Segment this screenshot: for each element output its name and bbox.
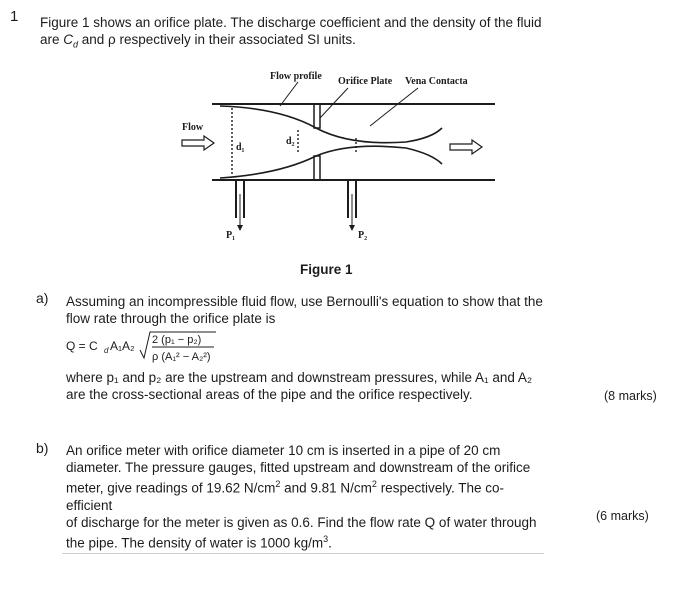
part-b-label: b) xyxy=(36,440,49,456)
p2-arrowhead-icon xyxy=(349,225,355,231)
d1-label: d₁ xyxy=(236,142,245,153)
orifice-plate-bottom xyxy=(314,156,320,180)
part-a-text xyxy=(66,293,566,327)
divider-line xyxy=(62,553,544,554)
orifice-plate-top xyxy=(314,104,320,128)
part-a-marks: (8 marks) xyxy=(604,389,657,403)
orifice-plate-label: Orifice Plate xyxy=(338,76,393,87)
p1-label: P₁ xyxy=(226,230,236,241)
flow-profile-label: Flow profile xyxy=(270,71,322,82)
flow-rate-equation xyxy=(66,328,266,369)
part-b-marks: (6 marks) xyxy=(596,509,649,523)
vena-contacta-pointer xyxy=(370,88,418,126)
figure-caption: Figure 1 xyxy=(300,262,353,277)
orifice-diagram xyxy=(170,68,500,248)
intro-line-2: are $C_d$ and ρ respectively in their associated SI units. xyxy=(40,32,356,50)
part-a-where xyxy=(66,369,586,403)
p2-label: P₂ xyxy=(358,230,368,241)
part-a-line-1: Assuming an incompressible fluid flow, use Bernoulli's equation to show that the xyxy=(66,294,543,309)
part-a-line-2: flow rate through the orifice plate is xyxy=(66,311,276,326)
part-b-line-5: the pipe. The density of water is 1000 $kg/m^3$. xyxy=(66,533,332,550)
outlet-arrow-icon xyxy=(450,140,482,154)
equation-svg xyxy=(66,328,266,366)
p1-arrowhead-icon xyxy=(237,225,243,231)
d2-label: d₂ xyxy=(286,136,295,147)
flow-label: Flow xyxy=(182,122,204,133)
part-b-line-4: of discharge for the meter is given as 0.6. Find the flow rate Q of water through xyxy=(66,514,537,530)
part-b-line-1: An orifice meter with orifice diameter 10 cm is inserted in a pipe of 20 cm xyxy=(66,443,501,458)
flow-profile-upper xyxy=(220,106,442,143)
intro-line-1: Figure 1 shows an orifice plate. The discharge coefficient and the density of the fluid xyxy=(40,15,542,30)
equation-denominator: ρ (A₁² − A₂²) xyxy=(152,351,211,363)
flow-profile-pointer xyxy=(280,82,298,106)
part-a-where-line-1: where p₁ and p₂ are the upstream and downstream pressures, while A₁ and A₂ xyxy=(66,370,533,385)
part-b-line-2: diameter. The pressure gauges, fitted upstream and downstream of the orifice xyxy=(66,460,531,475)
equation-cd-sub: d xyxy=(104,346,109,355)
question-number: 1 xyxy=(10,8,19,25)
flow-profile-lower xyxy=(220,146,442,178)
part-b-line-3: meter, give readings of 19.62 $N/cm^2$ and 9.81 $N/cm^2$ respectively. The co-efficient xyxy=(66,479,504,513)
orifice-plate-figure xyxy=(170,68,500,248)
part-a-label: a) xyxy=(36,290,49,306)
question-intro xyxy=(40,14,560,54)
equation-a1a2: A₁A₂ xyxy=(110,339,135,353)
equation-numerator: 2 (p₁ − p₂) xyxy=(152,334,202,346)
part-a-where-line-2: are the cross-sectional areas of the pipe and the orifice respectively. xyxy=(66,387,473,402)
part-b-text xyxy=(66,442,546,551)
vena-contacta-label: Vena Contacta xyxy=(405,76,468,87)
equation-lhs: Q = C xyxy=(66,339,98,353)
inlet-arrow-icon xyxy=(182,136,214,150)
